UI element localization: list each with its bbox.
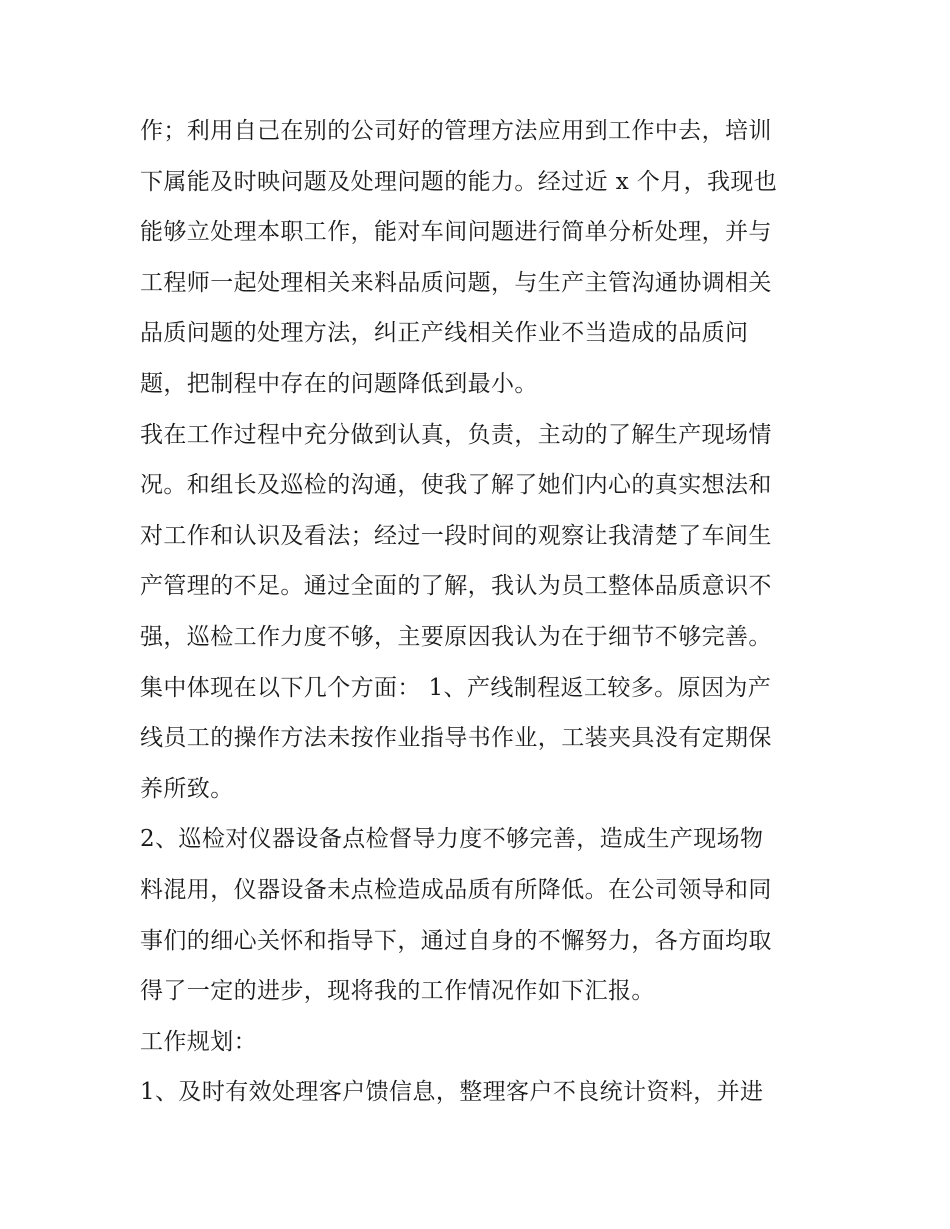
text-line: 产管理的不足。通过全面的了解，我认为员工整体品质意识不 <box>140 573 772 600</box>
text-line: 料混用，仪器设备未点检造成品质有所降低。在公司领导和同 <box>140 876 772 903</box>
text-line: 题，把制程中存在的问题降低到最小。 <box>140 370 538 397</box>
text-line: 2、巡检对仪器设备点检督导力度不够完善，造成生产现场物 <box>140 826 764 853</box>
text-line: 我在工作过程中充分做到认真，负责，主动的了解生产现场情 <box>140 421 772 448</box>
text-line: 得了一定的进步，现将我的工作情况作如下汇报。 <box>140 978 655 1005</box>
text-line: 工程师一起处理相关来料品质问题，与生产主管沟通协调相关 <box>140 269 772 296</box>
text-line: 能够立处理本职工作，能对车间问题进行简单分析处理，并与 <box>140 219 772 246</box>
text-line: 对工作和认识及看法；经过一段时间的观察让我清楚了车间生 <box>140 522 772 549</box>
body-text <box>140 106 820 1118</box>
text-line: 品质问题的处理方法，纠正产线相关作业不当造成的品质问 <box>140 320 749 347</box>
text-line: 集中体现在以下几个方面： 1、产线制程返工较多。原因为产 <box>140 674 772 701</box>
text-line: 养所致。 <box>140 775 234 802</box>
section-heading: 工作规划： <box>140 1028 257 1055</box>
text-line: 线员工的操作方法未按作业指导书作业，工装夹具没有定期保 <box>140 725 772 752</box>
text-line: 事们的细心关怀和指导下，通过自身的不懈努力，各方面均取 <box>140 927 772 954</box>
text-line: 况。和组长及巡检的沟通，使我了解了她们内心的真实想法和 <box>140 472 772 499</box>
text-line: 强，巡检工作力度不够，主要原因我认为在于细节不够完善。 <box>140 623 772 650</box>
text-line: 下属能及时映问题及处理问题的能力。经过近 x 个月，我现也 <box>140 168 778 195</box>
text-line: 作；利用自己在别的公司好的管理方法应用到工作中去，培训 <box>140 118 772 144</box>
text-line: 1、及时有效处理客户馈信息，整理客户不良统计资料，并进 <box>140 1079 764 1106</box>
